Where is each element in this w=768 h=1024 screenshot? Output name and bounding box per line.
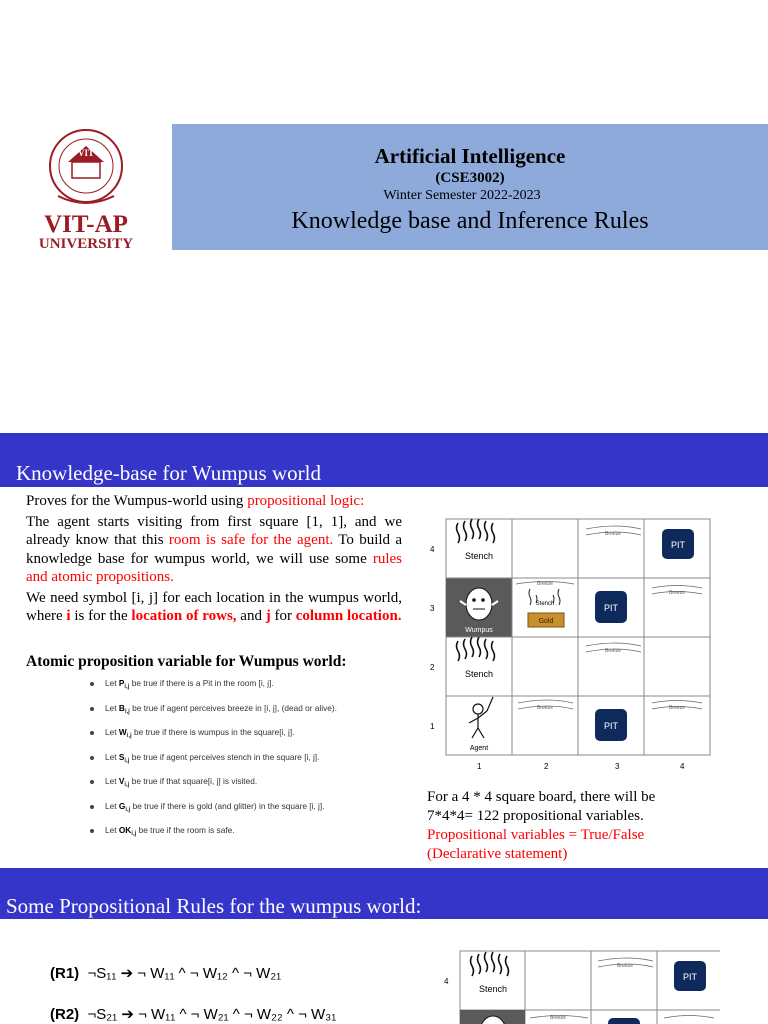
svg-text:Breeze: Breeze	[669, 590, 685, 596]
svg-text:Breeze: Breeze	[550, 1015, 566, 1021]
svg-text:Breeze: Breeze	[617, 963, 633, 969]
pit-label: PIT	[603, 721, 619, 731]
pit-icon	[608, 1018, 640, 1024]
list-item: Let $S_{i,j}$ be true if agent perceives stench in the square [i, j].	[90, 752, 337, 777]
breeze-label: Breeze	[605, 531, 621, 537]
topic-title: Knowledge base and Inference Rules	[291, 208, 649, 234]
rule-r2: (R2) ¬S₂₁ ➔ ¬ W₁₁ ^ ¬ W₂₁ ^ ¬ W₂₂ ^ ¬ W₃₁	[50, 1006, 337, 1023]
slide-propositional-rules	[0, 868, 768, 1024]
svg-text:VIT-AP: VIT-AP	[44, 211, 128, 238]
svg-text:Stench: Stench	[535, 601, 555, 607]
course-code: (CSE3002)	[435, 170, 505, 186]
pit-label: PIT	[603, 603, 619, 613]
course-title: Artificial Intelligence	[374, 144, 566, 168]
list-item: Let $P_{i,j}$ be true if there is a Pit in the room [i, j].	[90, 678, 337, 703]
vit-ap-logo	[24, 124, 148, 250]
slide-title: Some Propositional Rules for the wumpus world:	[6, 894, 422, 918]
col-label: 3	[615, 762, 620, 771]
list-item: Let $V_{i,j}$ be true if that square[i, j] is visited.	[90, 776, 337, 801]
pit-label: PIT	[670, 540, 686, 550]
slide-header	[0, 868, 768, 919]
stench-label: Stench	[478, 984, 508, 994]
wumpus-board	[420, 513, 720, 775]
agent-label: Agent	[469, 745, 489, 752]
title-box	[172, 124, 768, 250]
col-label: 2	[544, 762, 549, 771]
paragraph-start-square: The agent starts visiting from first square [1, 1], and we already know that this room is safe for the agent. To build a knowledge base for wumpus world, we will use some rules and atomic propositions.	[26, 514, 402, 586]
row-label: 3	[430, 604, 435, 613]
pit-label: PIT	[682, 972, 698, 982]
row-label: 4	[430, 545, 435, 554]
col-label: 4	[680, 762, 685, 771]
rule-r1: (R1) ¬S₁₁ ➔ ¬ W₁₁ ^ ¬ W₁₂ ^ ¬ W₂₁	[50, 965, 282, 982]
wumpus-board-partial	[420, 948, 720, 1024]
gold-label: Gold	[538, 618, 554, 625]
slide-header	[0, 433, 768, 487]
row-label: 1	[430, 722, 435, 731]
atomic-heading: Atomic proposition variable for Wumpus world:	[26, 653, 347, 670]
intro-line: Proves for the Wumpus-world using propositional logic:	[26, 493, 365, 509]
stench-label: Stench	[464, 669, 494, 679]
slide-title: Knowledge-base for Wumpus world	[16, 461, 321, 485]
wumpus-label: Wumpus	[465, 627, 493, 634]
list-item: Let $G_{i,j}$ be true if there is gold (and glitter) in the square [i, j].	[90, 801, 337, 826]
paragraph-symbols: We need symbol [i, j] for each location in the wumpus world, where i is for the location of rows, and j for column location.	[26, 590, 402, 625]
slide-knowledge-base	[0, 433, 768, 865]
board-note: For a 4 * 4 square board, there will be 7*4*4= 122 propositional variables. Propositional variables = True/False (Declarative statement)	[427, 789, 656, 862]
svg-text:Breeze: Breeze	[537, 705, 553, 711]
stench-label: Stench	[464, 551, 494, 561]
list-item: Let $B_{i,j}$ be true if agent perceives breeze in [i, j], (dead or alive).	[90, 703, 337, 728]
list-item: Let $W_{i,j}$ be true if there is wumpus in the square[i, j].	[90, 727, 337, 752]
svg-text:UNIVERSITY: UNIVERSITY	[38, 236, 134, 250]
col-label: 1	[477, 762, 482, 771]
svg-text:Breeze: Breeze	[605, 648, 621, 654]
svg-text:Breeze: Breeze	[537, 581, 553, 587]
row-label: 4	[444, 977, 449, 986]
list-item: Let $OK_{i,j}$ be true if the room is safe.	[90, 825, 337, 850]
semester: Winter Semester 2022-2023	[383, 188, 541, 203]
svg-text:VIT: VIT	[77, 148, 95, 158]
svg-text:Breeze: Breeze	[669, 705, 685, 711]
row-label: 2	[430, 663, 435, 672]
atomic-proposition-list	[90, 678, 337, 850]
